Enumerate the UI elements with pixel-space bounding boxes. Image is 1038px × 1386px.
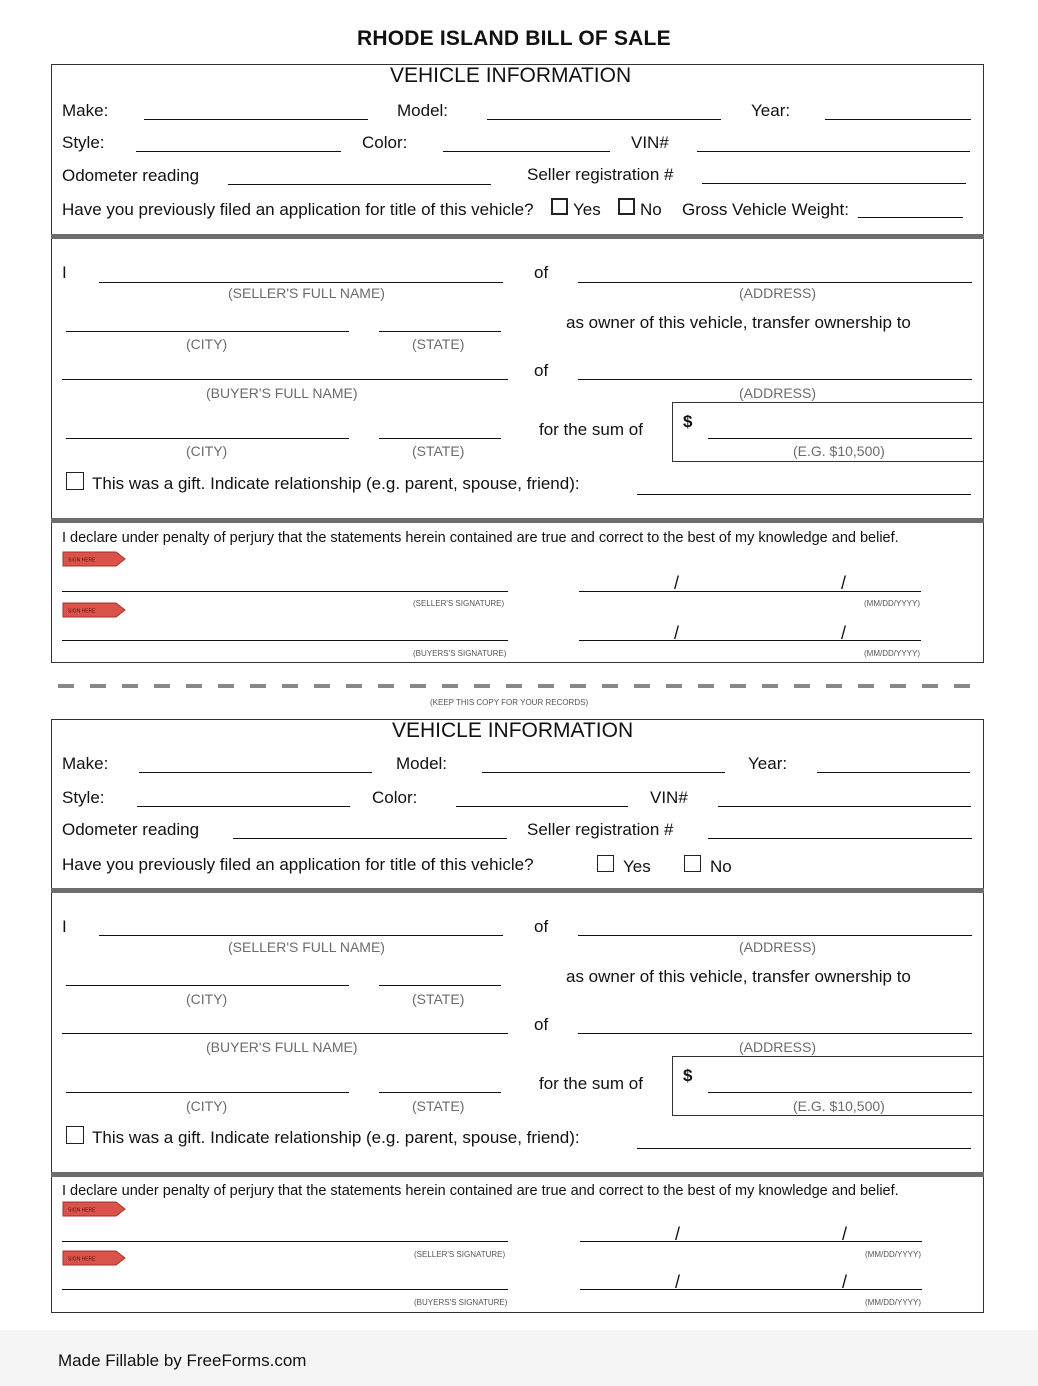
gift-checkbox[interactable] xyxy=(66,472,84,490)
address-caption: (ADDRESS) xyxy=(739,285,817,301)
date-slash: / xyxy=(675,1272,681,1292)
model-label: Model: xyxy=(397,101,449,120)
sum-label: for the sum of xyxy=(539,1074,643,1093)
year-field[interactable] xyxy=(817,772,970,773)
gift-checkbox[interactable] xyxy=(66,1126,84,1144)
make-field[interactable] xyxy=(139,772,372,773)
model-field[interactable] xyxy=(482,772,725,773)
gift-relationship-field[interactable] xyxy=(637,494,971,495)
yes-label: Yes xyxy=(573,200,601,219)
state-caption: (STATE) xyxy=(412,1098,465,1114)
date-caption: (MM/DD/YYYY) xyxy=(864,649,920,658)
footer-text[interactable]: Made Fillable by FreeForms.com xyxy=(58,1351,307,1370)
buyer-address-field[interactable] xyxy=(578,379,972,380)
color-field[interactable] xyxy=(443,151,610,152)
dollar-sign: $ xyxy=(683,412,693,431)
seller-registration-field[interactable] xyxy=(702,183,966,184)
gross-vehicle-weight-field[interactable] xyxy=(858,217,963,218)
city-caption: (CITY) xyxy=(186,336,228,352)
seller-signature-field[interactable] xyxy=(62,1241,508,1242)
city-caption: (CITY) xyxy=(186,1098,228,1114)
vin-label: VIN# xyxy=(631,133,669,152)
date-slash: / xyxy=(842,1224,848,1244)
buyer-signature-field[interactable] xyxy=(62,1289,508,1290)
make-field[interactable] xyxy=(144,119,368,120)
no-label: No xyxy=(640,200,662,219)
city-caption: (CITY) xyxy=(186,443,228,459)
yes-label: Yes xyxy=(623,857,651,876)
section-title: VEHICLE INFORMATION xyxy=(392,719,634,742)
transfer-text: as owner of this vehicle, transfer ownership to xyxy=(566,313,911,332)
sum-example: (E.G. $10,500) xyxy=(793,443,885,459)
color-field[interactable] xyxy=(456,806,628,807)
sign-here-tab xyxy=(62,602,126,618)
odometer-label: Odometer reading xyxy=(62,166,200,185)
no-label: No xyxy=(710,857,732,876)
state-caption: (STATE) xyxy=(412,443,465,459)
date-slash: / xyxy=(674,573,680,593)
section-separator xyxy=(51,234,984,239)
date-slash: / xyxy=(841,623,847,643)
odometer-field[interactable] xyxy=(233,838,507,839)
sign-here-tab xyxy=(62,1250,126,1266)
gift-text: This was a gift. Indicate relationship (e.g. parent, spouse, friend): xyxy=(92,474,580,493)
date-slash: / xyxy=(841,573,847,593)
seller-address-field[interactable] xyxy=(578,282,972,283)
no-checkbox[interactable] xyxy=(684,855,701,872)
sign-here-tab xyxy=(62,1201,126,1217)
seller-name-caption: (SELLER'S FULL NAME) xyxy=(228,939,385,955)
declaration: I declare under penalty of perjury that the statements herein contained are true and correct to the best of my knowledge and belief. xyxy=(62,530,899,546)
address-caption: (ADDRESS) xyxy=(739,939,817,955)
i-label: I xyxy=(62,917,67,936)
buyer-name-field[interactable] xyxy=(62,1033,508,1034)
address-caption: (ADDRESS) xyxy=(739,1039,817,1055)
buyer-name-caption: (BUYER'S FULL NAME) xyxy=(206,1039,358,1055)
seller-date-field[interactable] xyxy=(579,591,921,592)
sum-label: for the sum of xyxy=(539,420,643,439)
style-field[interactable] xyxy=(137,806,350,807)
year-label: Year: xyxy=(748,754,788,773)
state-caption: (STATE) xyxy=(412,991,465,1007)
buyer-city-field[interactable] xyxy=(66,1092,349,1093)
buyer-signature-field[interactable] xyxy=(62,640,508,641)
declaration: I declare under penalty of perjury that the statements herein contained are true and correct to the best of my knowledge and belief. xyxy=(62,1183,899,1199)
buyer-signature-caption: (BUYERS'S SIGNATURE) xyxy=(413,649,507,658)
buyer-name-caption: (BUYER'S FULL NAME) xyxy=(206,385,358,401)
date-slash: / xyxy=(842,1272,848,1292)
style-label: Style: xyxy=(62,788,105,807)
color-label: Color: xyxy=(372,788,418,807)
yes-checkbox[interactable] xyxy=(551,198,568,215)
sign-here-text: SIGN HERE xyxy=(68,608,96,615)
keep-copy-note: (KEEP THIS COPY FOR YOUR RECORDS) xyxy=(430,698,589,707)
state-caption: (STATE) xyxy=(412,336,465,352)
sum-field[interactable] xyxy=(708,1092,972,1093)
seller-name-field[interactable] xyxy=(99,282,503,283)
seller-registration-label: Seller registration # xyxy=(527,165,674,184)
sign-here-text: SIGN HERE xyxy=(68,1207,96,1214)
section-title: VEHICLE INFORMATION xyxy=(390,64,632,87)
of-label: of xyxy=(534,1015,549,1034)
seller-signature-caption: (SELLER'S SIGNATURE) xyxy=(414,1250,506,1259)
buyer-city-field[interactable] xyxy=(66,438,349,439)
seller-signature-caption: (SELLER'S SIGNATURE) xyxy=(413,599,505,608)
vin-field[interactable] xyxy=(718,806,971,807)
sum-example: (E.G. $10,500) xyxy=(793,1098,885,1114)
seller-state-field[interactable] xyxy=(379,985,501,986)
date-caption: (MM/DD/YYYY) xyxy=(864,599,920,608)
vin-label: VIN# xyxy=(650,788,688,807)
seller-registration-label: Seller registration # xyxy=(527,820,674,839)
prev-filed-question: Have you previously filed an application for title of this vehicle? xyxy=(62,855,534,874)
of-label: of xyxy=(534,263,549,282)
model-label: Model: xyxy=(396,754,448,773)
prev-filed-question: Have you previously filed an application for title of this vehicle? xyxy=(62,200,534,219)
buyer-date-field[interactable] xyxy=(580,1289,922,1290)
gift-text: This was a gift. Indicate relationship (e.g. parent, spouse, friend): xyxy=(92,1128,580,1147)
sign-here-text: SIGN HERE xyxy=(68,557,96,564)
document-title: RHODE ISLAND BILL OF SALE xyxy=(357,27,671,50)
date-slash: / xyxy=(674,623,680,643)
yes-checkbox[interactable] xyxy=(597,855,614,872)
sign-here-text: SIGN HERE xyxy=(68,1256,96,1263)
year-field[interactable] xyxy=(825,119,971,120)
date-slash: / xyxy=(675,1224,681,1244)
section-separator xyxy=(51,518,984,523)
gift-relationship-field[interactable] xyxy=(637,1148,971,1149)
seller-name-field[interactable] xyxy=(99,935,503,936)
buyer-name-field[interactable] xyxy=(62,379,508,380)
section-separator xyxy=(51,888,984,893)
seller-signature-field[interactable] xyxy=(62,591,508,592)
odometer-label: Odometer reading xyxy=(62,820,200,839)
of-label: of xyxy=(534,361,549,380)
address-caption: (ADDRESS) xyxy=(739,385,817,401)
city-caption: (CITY) xyxy=(186,991,228,1007)
buyer-signature-caption: (BUYERS'S SIGNATURE) xyxy=(414,1298,508,1307)
date-caption: (MM/DD/YYYY) xyxy=(865,1298,921,1307)
seller-city-field[interactable] xyxy=(66,985,349,986)
gross-vehicle-weight-label: Gross Vehicle Weight: xyxy=(682,200,849,219)
model-field[interactable] xyxy=(487,119,721,120)
of-label: of xyxy=(534,917,549,936)
style-label: Style: xyxy=(62,133,105,152)
date-caption: (MM/DD/YYYY) xyxy=(865,1250,921,1259)
buyer-date-field[interactable] xyxy=(579,640,921,641)
year-label: Year: xyxy=(751,101,791,120)
seller-registration-field[interactable] xyxy=(708,838,972,839)
seller-name-caption: (SELLER'S FULL NAME) xyxy=(228,285,385,301)
seller-city-field[interactable] xyxy=(66,331,349,332)
color-label: Color: xyxy=(362,133,408,152)
buyer-state-field[interactable] xyxy=(379,1092,501,1093)
sign-here-tab xyxy=(62,551,126,567)
buyer-address-field[interactable] xyxy=(578,1033,972,1034)
style-field[interactable] xyxy=(136,151,341,152)
make-label: Make: xyxy=(62,754,109,773)
seller-date-field[interactable] xyxy=(580,1241,922,1242)
sum-field[interactable] xyxy=(708,438,972,439)
section-separator xyxy=(51,1172,984,1177)
odometer-field[interactable] xyxy=(228,184,491,185)
footer xyxy=(0,1330,1038,1386)
vin-field[interactable] xyxy=(697,151,970,152)
dollar-sign: $ xyxy=(683,1066,693,1085)
buyer-state-field[interactable] xyxy=(379,438,501,439)
make-label: Make: xyxy=(62,101,109,120)
i-label: I xyxy=(62,263,67,282)
seller-address-field[interactable] xyxy=(578,935,972,936)
transfer-text: as owner of this vehicle, transfer ownership to xyxy=(566,967,911,986)
no-checkbox[interactable] xyxy=(618,198,635,215)
seller-state-field[interactable] xyxy=(379,331,501,332)
